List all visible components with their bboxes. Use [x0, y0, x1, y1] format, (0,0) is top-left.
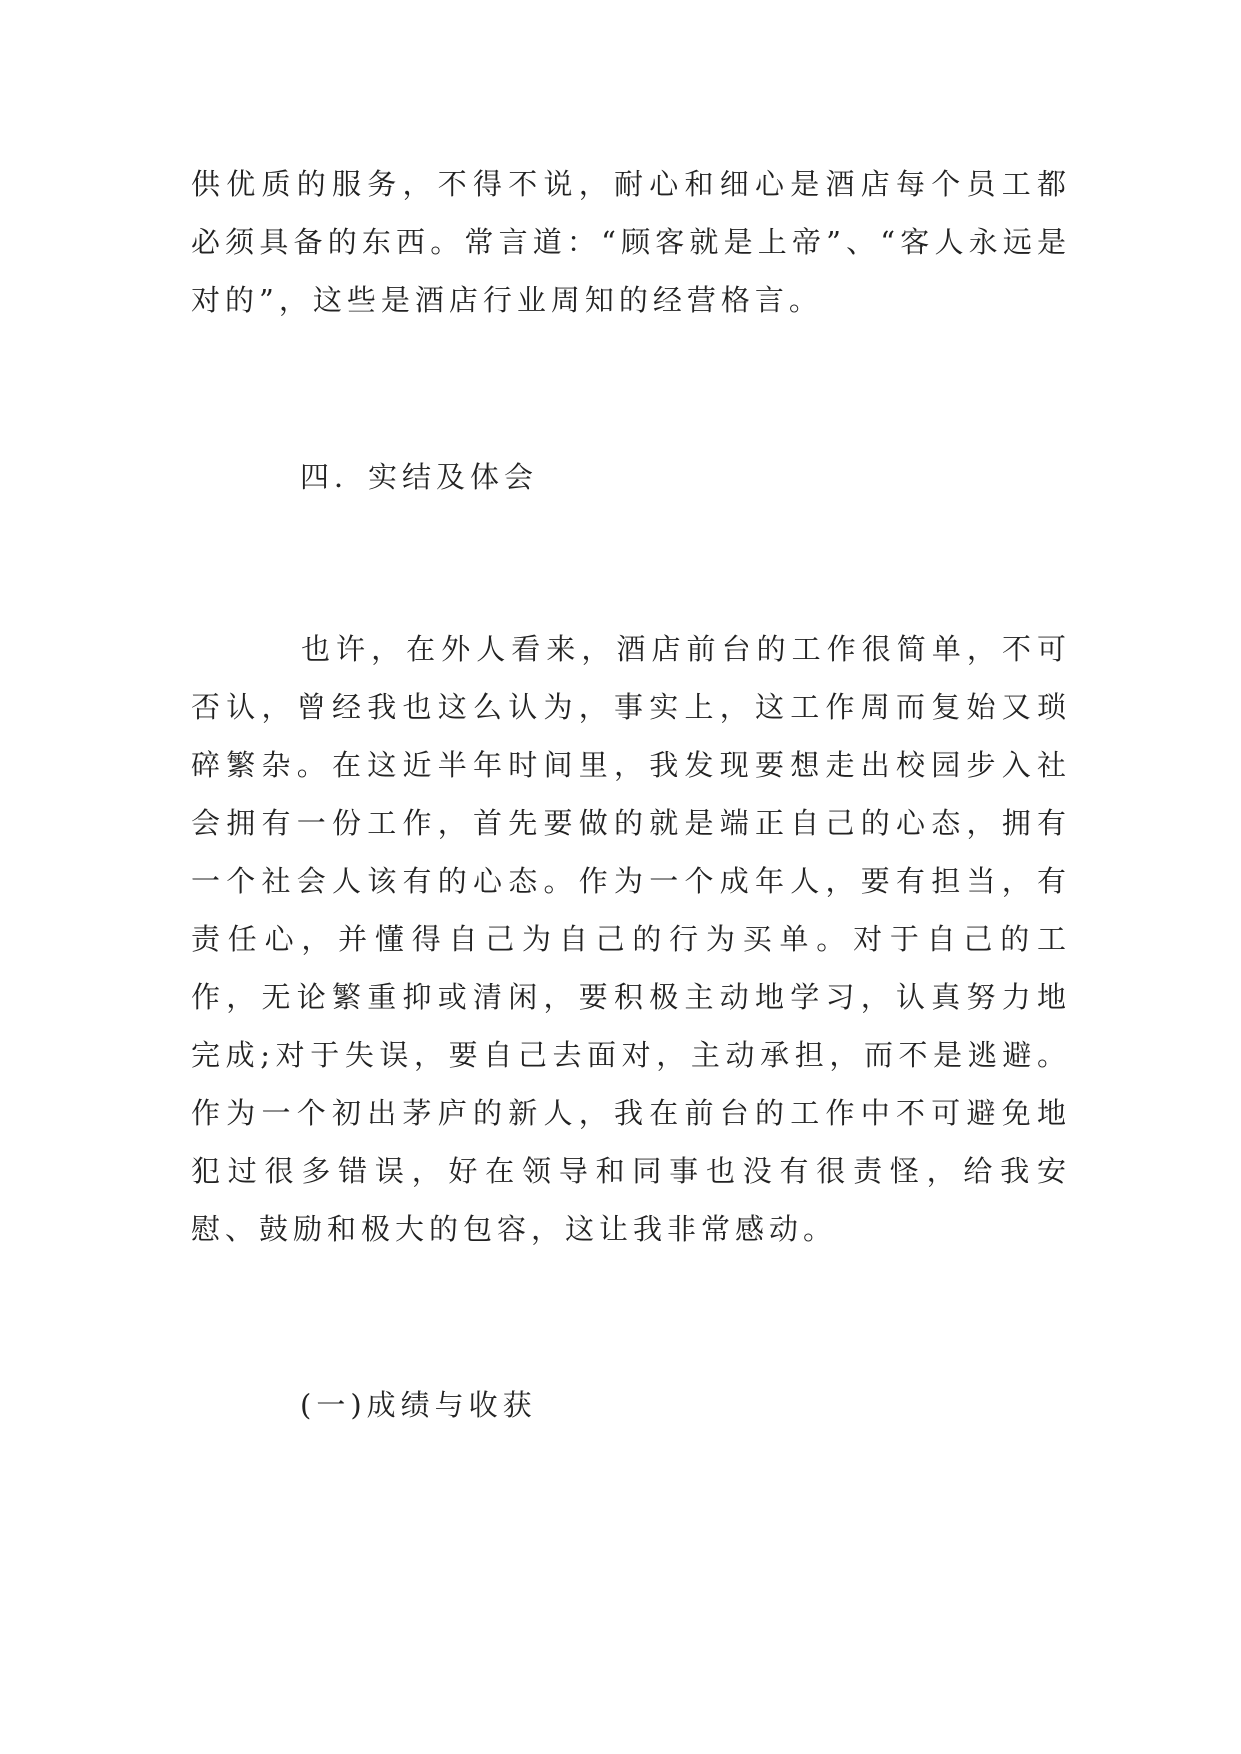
paragraph-service: 供优质的服务，不得不说，耐心和细心是酒店每个员工都必须具备的东西。常言道：“顾客就是上帝”、“客人永远是对的”，这些是酒店行业周知的经营格言。 — [191, 167, 1071, 317]
paragraph-experience: 也许，在外人看来，酒店前台的工作很简单，不可否认，曾经我也这么认为，事实上，这工作周而复始又琐碎繁杂。在这近半年时间里，我发现要想走出校园步入社会拥有一份工作，首先要做的就是端正自己的心态，拥有一个社会人该有的心态。作为一个成年人，要有担当，有责任心，并懂得自己为自己的行为买单。对于自己的工作，无论繁重抑或清闲，要积极主动地学习，认真努力地完成;对于失误，要自己去面对，主动承担，而不是逃避。作为一个初出茅庐的新人，我在前台的工作中不可避免地犯过很多错误，好在领导和同事也没有很责怪，给我安慰、鼓励和极大的包容，这让我非常感动。 — [191, 632, 1071, 1246]
subsection-heading: (一)成绩与收获 — [300, 1388, 537, 1422]
section-heading: 四．实结及体会 — [300, 460, 539, 494]
